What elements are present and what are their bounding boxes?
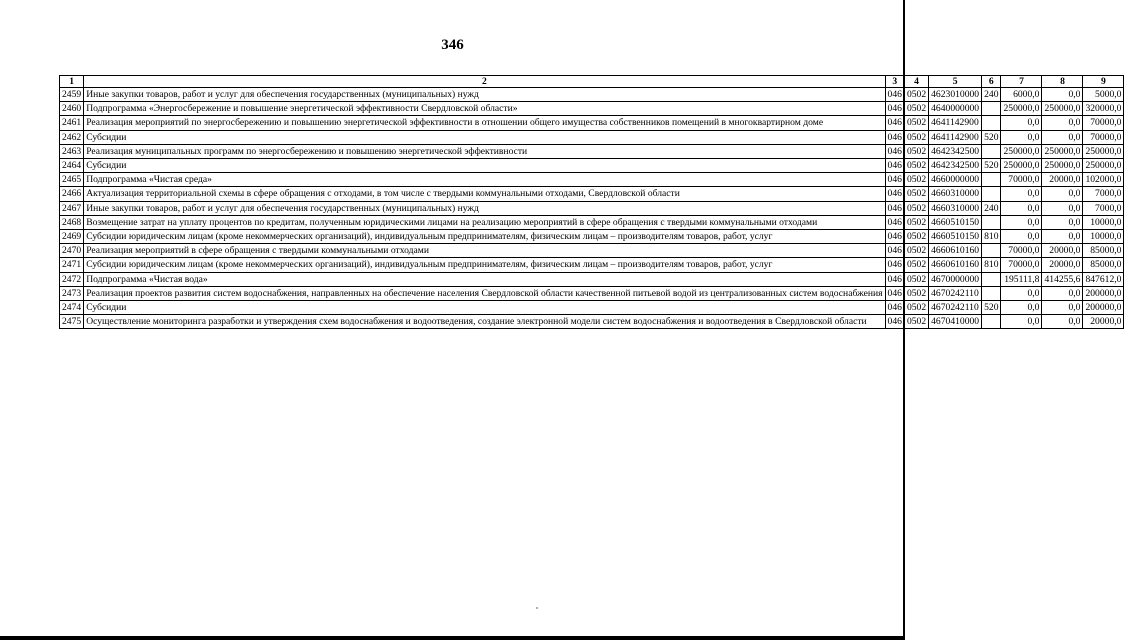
column-header: 3 <box>885 76 904 88</box>
row-article-code: 4660610160 <box>929 244 982 258</box>
column-header: 2 <box>84 76 885 88</box>
table-row <box>60 187 1124 201</box>
row-expense-type <box>982 315 1001 329</box>
row-name: Актуализация территориальной схемы в сфере обращения с отходами, в том числе с твердыми коммунальными отходами, Свердловской области <box>84 187 885 201</box>
row-section-code: 0502 <box>904 244 928 258</box>
row-expense-type <box>982 102 1001 116</box>
table-row <box>60 286 1124 300</box>
table-row <box>60 230 1124 244</box>
row-department-code: 046 <box>885 116 904 130</box>
row-value-col8: 0,0 <box>1042 301 1083 315</box>
row-value-col9: 20000,0 <box>1083 315 1124 329</box>
row-value-col9: 847612,0 <box>1083 272 1124 286</box>
row-value-col7: 70000,0 <box>1001 173 1042 187</box>
row-expense-type <box>982 116 1001 130</box>
row-department-code: 046 <box>885 272 904 286</box>
column-header: 7 <box>1001 76 1042 88</box>
row-name: Субсидии <box>84 301 885 315</box>
row-article-code: 4640000000 <box>929 102 982 116</box>
row-section-code: 0502 <box>904 187 928 201</box>
row-value-col9: 85000,0 <box>1083 258 1124 272</box>
row-article-code: 4660000000 <box>929 173 982 187</box>
row-value-col9: 10000,0 <box>1083 215 1124 229</box>
row-department-code: 046 <box>885 173 904 187</box>
row-name: Реализация мероприятий по энергосбережению и повышению энергетической эффективности в отношении общего имущества собственников помещений в многоквартирном доме <box>84 116 885 130</box>
row-value-col9: 102000,0 <box>1083 173 1124 187</box>
row-name: Подпрограмма «Чистая среда» <box>84 173 885 187</box>
page-number: 346 <box>441 37 464 53</box>
row-number: 2469 <box>60 230 84 244</box>
row-number: 2461 <box>60 116 84 130</box>
table-body <box>60 88 1124 329</box>
table-row <box>60 144 1124 158</box>
row-number: 2472 <box>60 272 84 286</box>
table-row <box>60 272 1124 286</box>
row-value-col8: 0,0 <box>1042 88 1083 102</box>
row-number: 2460 <box>60 102 84 116</box>
row-value-col8: 0,0 <box>1042 230 1083 244</box>
scan-speck <box>536 607 538 609</box>
row-number: 2465 <box>60 173 84 187</box>
row-value-col7: 0,0 <box>1001 230 1042 244</box>
row-article-code: 4641142900 <box>929 116 982 130</box>
row-department-code: 046 <box>885 201 904 215</box>
row-section-code: 0502 <box>904 144 928 158</box>
row-expense-type: 240 <box>982 88 1001 102</box>
row-value-col7: 250000,0 <box>1001 159 1042 173</box>
row-name: Иные закупки товаров, работ и услуг для обеспечения государственных (муниципальных) нужд <box>84 201 885 215</box>
row-expense-type: 520 <box>982 130 1001 144</box>
row-article-code: 4670410000 <box>929 315 982 329</box>
row-name: Реализация муниципальных программ по энергосбережению и повышению энергетической эффективности <box>84 144 885 158</box>
table-row <box>60 315 1124 329</box>
row-section-code: 0502 <box>904 286 928 300</box>
row-expense-type <box>982 244 1001 258</box>
row-value-col8: 0,0 <box>1042 116 1083 130</box>
row-expense-type: 520 <box>982 301 1001 315</box>
row-department-code: 046 <box>885 230 904 244</box>
column-header: 1 <box>60 76 84 88</box>
row-name: Реализация проектов развития систем водоснабжения, направленных на обеспечение населения Свердловской области качественной питьевой водой из централизованных систем водоснабжения <box>84 286 885 300</box>
row-name: Субсидии юридическим лицам (кроме некоммерческих организаций), индивидуальным предпринимателям, физическим лицам – производителям товаров, работ, услуг <box>84 258 885 272</box>
table-row <box>60 88 1124 102</box>
row-article-code: 4641142900 <box>929 130 982 144</box>
row-name: Реализация мероприятий в сфере обращения с твердыми коммунальными отходами <box>84 244 885 258</box>
row-value-col7: 6000,0 <box>1001 88 1042 102</box>
row-article-code: 4660610160 <box>929 258 982 272</box>
row-number: 2473 <box>60 286 84 300</box>
row-department-code: 046 <box>885 258 904 272</box>
row-name: Подпрограмма «Энергосбережение и повышение энергетической эффективности Свердловской области» <box>84 102 885 116</box>
row-article-code: 4660510150 <box>929 230 982 244</box>
row-value-col8: 250000,0 <box>1042 144 1083 158</box>
table-row <box>60 130 1124 144</box>
row-value-col8: 250000,0 <box>1042 159 1083 173</box>
row-value-col7: 70000,0 <box>1001 244 1042 258</box>
row-article-code: 4670000000 <box>929 272 982 286</box>
row-value-col9: 85000,0 <box>1083 244 1124 258</box>
row-value-col7: 250000,0 <box>1001 102 1042 116</box>
row-expense-type: 810 <box>982 258 1001 272</box>
row-section-code: 0502 <box>904 88 928 102</box>
row-article-code: 4642342500 <box>929 159 982 173</box>
row-department-code: 046 <box>885 102 904 116</box>
row-value-col8: 0,0 <box>1042 187 1083 201</box>
row-section-code: 0502 <box>904 173 928 187</box>
table-row <box>60 116 1124 130</box>
row-section-code: 0502 <box>904 116 928 130</box>
row-value-col8: 0,0 <box>1042 201 1083 215</box>
row-number: 2470 <box>60 244 84 258</box>
header-row <box>60 76 1124 88</box>
row-department-code: 046 <box>885 301 904 315</box>
row-value-col7: 0,0 <box>1001 215 1042 229</box>
column-header: 6 <box>982 76 1001 88</box>
row-article-code: 4660310000 <box>929 201 982 215</box>
row-value-col8: 20000,0 <box>1042 173 1083 187</box>
table-row <box>60 244 1124 258</box>
row-section-code: 0502 <box>904 215 928 229</box>
table-row <box>60 201 1124 215</box>
column-header: 4 <box>904 76 928 88</box>
row-name: Субсидии <box>84 159 885 173</box>
row-department-code: 046 <box>885 244 904 258</box>
row-expense-type: 240 <box>982 201 1001 215</box>
row-value-col7: 0,0 <box>1001 116 1042 130</box>
row-section-code: 0502 <box>904 258 928 272</box>
row-expense-type <box>982 286 1001 300</box>
row-value-col9: 200000,0 <box>1083 286 1124 300</box>
row-value-col7: 0,0 <box>1001 201 1042 215</box>
column-header: 5 <box>929 76 982 88</box>
row-department-code: 046 <box>885 286 904 300</box>
row-value-col9: 7000,0 <box>1083 187 1124 201</box>
row-value-col8: 250000,0 <box>1042 102 1083 116</box>
column-header: 9 <box>1083 76 1124 88</box>
row-department-code: 046 <box>885 159 904 173</box>
row-value-col7: 0,0 <box>1001 187 1042 201</box>
row-article-code: 4670242110 <box>929 286 982 300</box>
row-value-col9: 250000,0 <box>1083 144 1124 158</box>
row-department-code: 046 <box>885 144 904 158</box>
row-value-col8: 0,0 <box>1042 286 1083 300</box>
row-number: 2468 <box>60 215 84 229</box>
row-expense-type <box>982 144 1001 158</box>
row-value-col7: 0,0 <box>1001 301 1042 315</box>
row-value-col7: 0,0 <box>1001 315 1042 329</box>
row-article-code: 4670242110 <box>929 301 982 315</box>
row-section-code: 0502 <box>904 102 928 116</box>
row-name: Возмещение затрат на уплату процентов по кредитам, полученным юридическими лицами на реализацию мероприятий в сфере обращения с твердыми коммунальными отходами <box>84 215 885 229</box>
row-number: 2464 <box>60 159 84 173</box>
table-row <box>60 215 1124 229</box>
row-section-code: 0502 <box>904 201 928 215</box>
row-value-col8: 0,0 <box>1042 215 1083 229</box>
table-row <box>60 173 1124 187</box>
row-value-col8: 0,0 <box>1042 130 1083 144</box>
row-department-code: 046 <box>885 88 904 102</box>
table-row <box>60 159 1124 173</box>
row-section-code: 0502 <box>904 301 928 315</box>
row-name: Субсидии юридическим лицам (кроме некоммерческих организаций), индивидуальным предпринимателям, физическим лицам – производителям товаров, работ, услуг <box>84 230 885 244</box>
row-value-col8: 20000,0 <box>1042 244 1083 258</box>
row-value-col8: 20000,0 <box>1042 258 1083 272</box>
row-value-col9: 250000,0 <box>1083 159 1124 173</box>
row-section-code: 0502 <box>904 230 928 244</box>
row-number: 2471 <box>60 258 84 272</box>
row-value-col7: 70000,0 <box>1001 258 1042 272</box>
row-name: Подпрограмма «Чистая вода» <box>84 272 885 286</box>
row-number: 2459 <box>60 88 84 102</box>
row-expense-type: 810 <box>982 230 1001 244</box>
row-value-col9: 200000,0 <box>1083 301 1124 315</box>
row-section-code: 0502 <box>904 159 928 173</box>
row-value-col9: 10000,0 <box>1083 230 1124 244</box>
row-article-code: 4660510150 <box>929 215 982 229</box>
row-expense-type <box>982 187 1001 201</box>
row-number: 2467 <box>60 201 84 215</box>
row-department-code: 046 <box>885 130 904 144</box>
row-number: 2462 <box>60 130 84 144</box>
row-value-col9: 70000,0 <box>1083 116 1124 130</box>
budget-table <box>59 75 1124 329</box>
row-value-col8: 0,0 <box>1042 315 1083 329</box>
table-row <box>60 102 1124 116</box>
row-section-code: 0502 <box>904 130 928 144</box>
row-value-col9: 320000,0 <box>1083 102 1124 116</box>
row-expense-type <box>982 215 1001 229</box>
row-value-col9: 70000,0 <box>1083 130 1124 144</box>
row-article-code: 4642342500 <box>929 144 982 158</box>
row-department-code: 046 <box>885 187 904 201</box>
row-value-col9: 5000,0 <box>1083 88 1124 102</box>
table-row <box>60 258 1124 272</box>
row-expense-type <box>982 173 1001 187</box>
row-name: Осуществление мониторинга разработки и утверждения схем водоснабжения и водоотведения, создание электронной модели систем водоснабжения и водоотведения в Свердловской области <box>84 315 885 329</box>
row-number: 2474 <box>60 301 84 315</box>
row-value-col7: 250000,0 <box>1001 144 1042 158</box>
row-number: 2466 <box>60 187 84 201</box>
row-value-col7: 195111,8 <box>1001 272 1042 286</box>
row-department-code: 046 <box>885 315 904 329</box>
row-value-col7: 0,0 <box>1001 286 1042 300</box>
row-article-code: 4623010000 <box>929 88 982 102</box>
row-name: Иные закупки товаров, работ и услуг для обеспечения государственных (муниципальных) нужд <box>84 88 885 102</box>
row-number: 2463 <box>60 144 84 158</box>
row-department-code: 046 <box>885 215 904 229</box>
row-article-code: 4660310000 <box>929 187 982 201</box>
column-header: 8 <box>1042 76 1083 88</box>
row-expense-type: 520 <box>982 159 1001 173</box>
row-expense-type <box>982 272 1001 286</box>
row-section-code: 0502 <box>904 272 928 286</box>
row-value-col7: 0,0 <box>1001 130 1042 144</box>
table-row <box>60 301 1124 315</box>
row-value-col8: 414255,6 <box>1042 272 1083 286</box>
row-number: 2475 <box>60 315 84 329</box>
row-value-col9: 7000,0 <box>1083 201 1124 215</box>
row-section-code: 0502 <box>904 315 928 329</box>
row-name: Субсидии <box>84 130 885 144</box>
